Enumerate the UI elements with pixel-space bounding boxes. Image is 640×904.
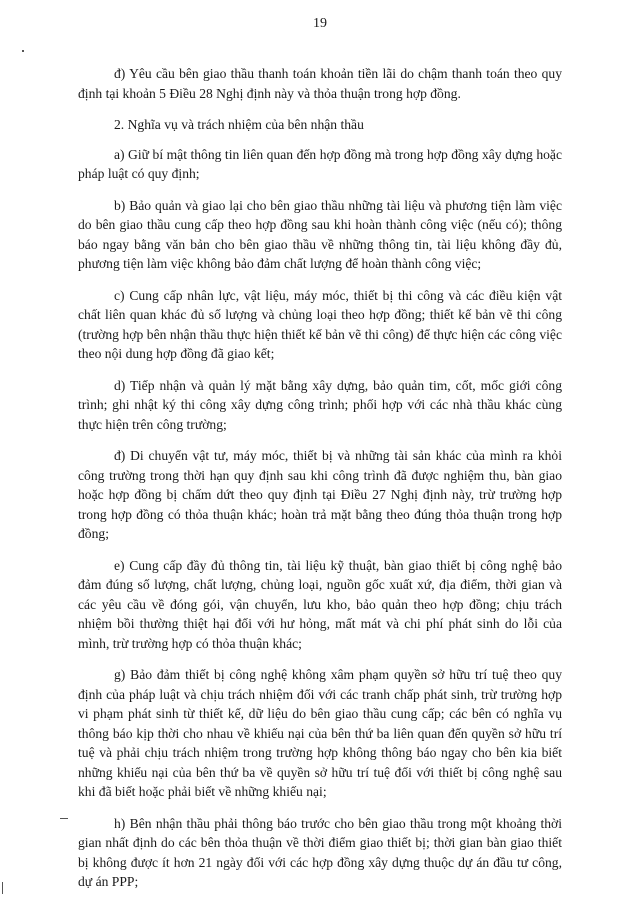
paragraph-e-technical-information: e) Cung cấp đầy đủ thông tin, tài liệu kỹ thuật, bàn giao thiết bị công nghệ bảo đảm đúng số lượng, chất lượng, chủng loại, nguồn gốc xuất xứ, địa điểm, thời gian và các yêu cầu về đóng gói, vận chuyển, lưu kho, bảo quản theo hợp đồng; chịu trách nhiệm bồi thường thiệt hại đối với hư hỏng, mất mát và chi phí phát sinh do lỗi của mình, trừ trường hợp có thỏa thuận khác; (78, 557, 562, 651)
paragraph-b-preserve-documents: b) Bảo quản và giao lại cho bên giao thầu những tài liệu và phương tiện làm việc do bên giao thầu cung cấp theo hợp đồng sau khi hoàn thành công việc (nếu có); thông báo ngay bằng văn bản cho bên giao thầu về những thông tin, tài liệu không đầy đủ, phương tiện làm việc không bảo đảm chất lượng để hoàn thành công việc; (78, 197, 562, 271)
scan-mark-bottom-left (2, 882, 3, 894)
paragraph-a-confidentiality: a) Giữ bí mật thông tin liên quan đến hợp đồng mà trong hợp đồng xây dựng hoặc pháp luật có quy định; (78, 146, 562, 181)
paragraph-h-delivery-notice: h) Bên nhận thầu phải thông báo trước cho bên giao thầu trong một khoảng thời gian nhất định do các bên thỏa thuận về thời điểm giao thiết bị; thời gian bàn giao thiết bị không được ít hơn 21 ngày đối với các hợp đồng xây dựng thuộc dự án đầu tư công, dự án PPP; (78, 815, 562, 889)
paragraph-dd-remove-equipment: đ) Di chuyển vật tư, máy móc, thiết bị và những tài sản khác của mình ra khỏi công trường trong thời hạn quy định sau khi công trình đã được nghiệm thu, bàn giao hoặc hợp đồng bị chấm dứt theo quy định tại Điều 27 Nghị định này, trừ trường hợp trong hợp đồng có thỏa thuận khác; hoàn trả mặt bằng theo đúng thỏa thuận trong hợp đồng; (78, 448, 562, 541)
paragraph-c-provide-resources: c) Cung cấp nhân lực, vật liệu, máy móc, thiết bị thi công và các điều kiện vật chất liên quan khác đủ số lượng và chủng loại theo hợp đồng; thiết kế bản vẽ thi công (trường hợp bên nhận thầu thực hiện thiết kế bản vẽ thi công) để thực hiện các công việc theo nội dung hợp đồng đã giao kết; (78, 287, 562, 361)
scan-mark-left-lower (60, 818, 68, 819)
section-heading-contractor-obligations: 2. Nghĩa vụ và trách nhiệm của bên nhận thầu (114, 117, 364, 132)
paragraph-d-site-management: d) Tiếp nhận và quản lý mặt bằng xây dựng, bảo quản tim, cốt, mốc giới công trình; ghi nhật ký thi công xây dựng công trình; phối hợp với các nhà thầu khác cùng thực hiện trên công trường; (78, 377, 562, 432)
paragraph-g-intellectual-property: g) Bảo đảm thiết bị công nghệ không xâm phạm quyền sở hữu trí tuệ theo quy định của pháp luật và chịu trách nhiệm đối với các tranh chấp phát sinh, trừ trường hợp vi phạm phát sinh từ thiết kế, dữ liệu do bên giao thầu cung cấp; các bên có nghĩa vụ thông báo kịp thời cho nhau về khiếu nại của bên thứ ba liên quan đến quyền sở hữu trí tuệ và phải chịu trách nhiệm trong trường hợp không thông báo ngay cho bên kia biết những khiếu nại của bên thứ ba về quyền sở hữu trí tuệ đối với thiết bị công nghệ sau khi đã biết hoặc phải biết về những khiếu nại; (78, 667, 562, 799)
scan-mark-left (22, 50, 24, 52)
page-number: 19 (313, 16, 327, 31)
document-body (78, 64, 562, 904)
paragraph-d-stroke-interest: đ) Yêu cầu bên giao thầu thanh toán khoản tiền lãi do chậm thanh toán theo quy định tại khoản 5 Điều 28 Nghị định này và thỏa thuận trong hợp đồng. (78, 66, 562, 101)
